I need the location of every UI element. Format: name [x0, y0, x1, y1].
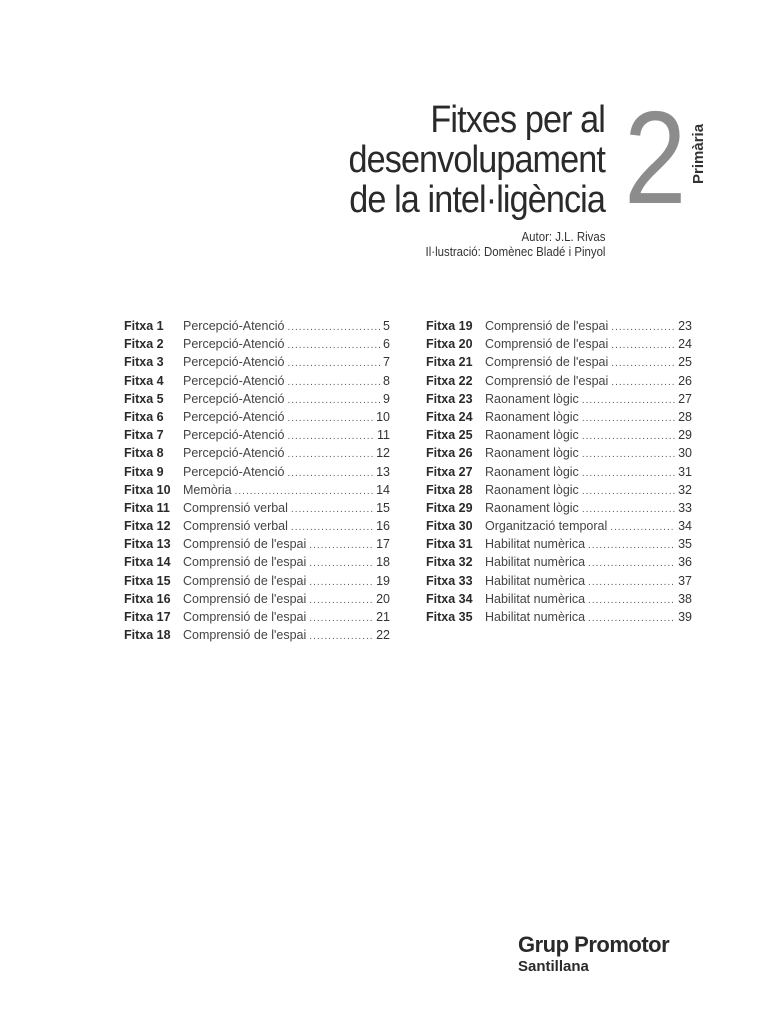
- toc-leader-dots: [309, 540, 373, 551]
- toc-entry-title-wrap: [183, 555, 373, 569]
- toc-leader-dots: [291, 522, 373, 533]
- toc-row: [426, 337, 692, 355]
- toc-entry-title-wrap: [183, 574, 373, 588]
- toc-entry-title-wrap: [183, 465, 373, 479]
- toc-row: [426, 483, 692, 501]
- toc-entry-number: Fitxa 25: [426, 428, 473, 443]
- toc-entry-number: Fitxa 15: [124, 573, 171, 588]
- toc-row: [124, 319, 390, 337]
- toc-row: [124, 610, 390, 628]
- toc-entry-title: Raonament lògic: [485, 428, 579, 443]
- toc-entry-title-wrap: [485, 483, 675, 497]
- publisher-sub: Santillana: [518, 958, 589, 975]
- toc-row: [124, 355, 390, 373]
- toc-entry-title-wrap: [183, 392, 380, 406]
- toc-entry-title: Raonament lògic: [485, 482, 579, 497]
- toc-leader-dots: [588, 577, 675, 588]
- toc-entry-number: Fitxa 1: [124, 319, 164, 333]
- toc-leader-dots: [309, 631, 373, 642]
- title-line-1: Fitxes per al: [430, 99, 605, 141]
- toc-entry-page: 19: [376, 573, 390, 588]
- toc-entry-page: 27: [678, 391, 692, 406]
- toc-entry-page: 5: [383, 319, 390, 333]
- toc-entry-title: Comprensió de l'espai: [183, 591, 307, 606]
- toc-row: [124, 628, 390, 646]
- toc-entry-title-wrap: [485, 319, 675, 333]
- toc-row: [124, 392, 390, 410]
- toc-leader-dots: [611, 322, 675, 333]
- toc-leader-dots: [582, 395, 675, 406]
- toc-row: [426, 574, 692, 592]
- toc-entry-title-wrap: [485, 337, 675, 351]
- toc-row: [426, 319, 692, 337]
- toc-leader-dots: [287, 468, 373, 479]
- toc-entry-title-wrap: [485, 592, 675, 606]
- toc-entry-title-wrap: [183, 319, 380, 333]
- toc-entry-number: Fitxa 17: [124, 610, 171, 624]
- toc-entry-page: 12: [376, 446, 390, 461]
- toc-entry-title-wrap: [485, 555, 675, 569]
- author-credit: Autor: J.L. Rivas: [521, 229, 605, 244]
- toc-entry-title: Percepció-Atenció: [183, 355, 285, 370]
- toc-row: [124, 574, 390, 592]
- toc-entry-number: Fitxa 9: [124, 464, 164, 479]
- toc-leader-dots: [287, 395, 380, 406]
- toc-entry-number: Fitxa 6: [124, 409, 164, 424]
- toc-entry-title: Raonament lògic: [485, 464, 579, 479]
- toc-entry-title-wrap: [183, 592, 373, 606]
- toc-entry-title: Comprensió de l'espai: [183, 610, 307, 624]
- toc-row: [426, 537, 692, 555]
- toc-row: [124, 537, 390, 555]
- toc-row: [124, 501, 390, 519]
- toc-entry-number: Fitxa 26: [426, 446, 473, 461]
- toc-entry-title-wrap: [485, 355, 675, 369]
- toc-entry-title: Comprensió de l'espai: [183, 628, 307, 643]
- toc-row: [426, 465, 692, 483]
- toc-entry-title: Comprensió de l'espai: [183, 555, 307, 570]
- toc-leader-dots: [582, 468, 675, 479]
- grade-number: 2: [624, 84, 687, 231]
- toc-entry-title-wrap: [183, 410, 373, 424]
- toc-entry-title-wrap: [485, 610, 675, 624]
- toc-leader-dots: [235, 486, 373, 497]
- toc-column-left: [124, 319, 390, 646]
- toc-entry-page: 11: [377, 428, 390, 443]
- toc-entry-page: 15: [376, 500, 390, 515]
- toc-entry-title-wrap: [485, 428, 675, 442]
- toc-entry-title: Percepció-Atenció: [183, 464, 285, 479]
- toc-entry-title: Comprensió de l'espai: [485, 337, 609, 352]
- toc-row: [426, 374, 692, 392]
- toc-entry-title: Comprensió de l'espai: [485, 373, 609, 388]
- toc-entry-page: 25: [678, 355, 692, 370]
- toc-entry-page: 18: [376, 555, 390, 570]
- toc-entry-number: Fitxa 5: [124, 391, 164, 406]
- toc-entry-title: Habilitat numèrica: [485, 573, 586, 588]
- toc-leader-dots: [309, 577, 373, 588]
- toc-entry-page: 35: [678, 537, 692, 552]
- toc-entry-page: 36: [678, 555, 692, 570]
- toc-leader-dots: [291, 504, 373, 515]
- toc-entry-title: Organització temporal: [485, 519, 608, 534]
- toc-entry-title: Comprensió verbal: [183, 500, 288, 515]
- toc-entry-title-wrap: [485, 374, 675, 388]
- toc-entry-number: Fitxa 7: [124, 428, 164, 443]
- toc-leader-dots: [611, 358, 675, 369]
- toc-entry-title: Habilitat numèrica: [485, 610, 586, 624]
- toc-entry-page: 32: [678, 482, 692, 497]
- toc-entry-number: Fitxa 32: [426, 555, 473, 570]
- toc-entry-number: Fitxa 12: [124, 519, 171, 534]
- toc-entry-title: Percepció-Atenció: [183, 428, 285, 443]
- toc-entry-page: 21: [376, 610, 390, 624]
- toc-leader-dots: [582, 504, 675, 515]
- credits: [425, 229, 605, 259]
- toc-row: [124, 428, 390, 446]
- toc-entry-page: 37: [678, 573, 692, 588]
- toc-leader-dots: [588, 540, 675, 551]
- toc-entry-number: Fitxa 14: [124, 555, 171, 570]
- toc-entry-title-wrap: [485, 519, 675, 533]
- toc-entry-title: Comprensió de l'espai: [485, 355, 609, 370]
- toc-entry-number: Fitxa 27: [426, 464, 473, 479]
- toc-row: [426, 555, 692, 573]
- toc-entry-page: 22: [376, 628, 390, 643]
- toc-entry-title-wrap: [183, 610, 373, 624]
- toc-entry-title: Percepció-Atenció: [183, 319, 285, 333]
- publisher-name: Grup Promotor: [518, 932, 670, 957]
- toc-entry-number: Fitxa 3: [124, 355, 164, 370]
- toc-entry-title: Habilitat numèrica: [485, 591, 586, 606]
- toc-entry-number: Fitxa 8: [124, 446, 164, 461]
- toc-entry-title: Comprensió de l'espai: [183, 573, 307, 588]
- toc-row: [124, 410, 390, 428]
- toc-row: [426, 428, 692, 446]
- toc-leader-dots: [582, 431, 675, 442]
- toc-leader-dots: [287, 431, 374, 442]
- toc-entry-title: Raonament lògic: [485, 500, 579, 515]
- toc-leader-dots: [582, 413, 675, 424]
- toc-leader-dots: [287, 340, 380, 351]
- toc-row: [124, 446, 390, 464]
- toc-entry-title: Memòria: [183, 482, 232, 497]
- toc-entry-title: Percepció-Atenció: [183, 409, 285, 424]
- toc-leader-dots: [582, 486, 675, 497]
- toc-entry-page: 38: [678, 591, 692, 606]
- toc-row: [124, 592, 390, 610]
- toc-leader-dots: [588, 613, 675, 624]
- toc-row: [426, 501, 692, 519]
- toc-entry-page: 9: [383, 391, 390, 406]
- toc-entry-title: Percepció-Atenció: [183, 337, 285, 352]
- toc-entry-page: 20: [376, 591, 390, 606]
- publisher-logo: [518, 932, 669, 976]
- toc-entry-title-wrap: [183, 446, 373, 460]
- toc-entry-title-wrap: [183, 428, 374, 442]
- toc-entry-title-wrap: [485, 574, 675, 588]
- grade-label: Primària: [690, 123, 707, 184]
- toc-entry-title: Raonament lògic: [485, 409, 579, 424]
- toc-entry-number: Fitxa 10: [124, 482, 171, 497]
- toc-entry-page: 16: [376, 519, 390, 534]
- toc-entry-number: Fitxa 4: [124, 373, 164, 388]
- toc-row: [426, 446, 692, 464]
- toc-entry-title-wrap: [183, 337, 380, 351]
- toc-entry-title-wrap: [183, 483, 373, 497]
- toc-entry-page: 33: [678, 500, 692, 515]
- toc-entry-number: Fitxa 2: [124, 337, 164, 352]
- toc-entry-number: Fitxa 11: [124, 500, 170, 515]
- toc-entry-title-wrap: [183, 355, 380, 369]
- toc-entry-page: 7: [383, 355, 390, 370]
- toc-column-right: [426, 319, 692, 628]
- page-title: [349, 100, 606, 220]
- toc-entry-title-wrap: [183, 501, 373, 515]
- toc-entry-page: 13: [376, 464, 390, 479]
- toc-entry-page: 6: [383, 337, 390, 352]
- toc-row: [426, 355, 692, 373]
- toc-entry-title: Raonament lògic: [485, 391, 579, 406]
- toc-entry-title-wrap: [485, 465, 675, 479]
- toc-entry-title-wrap: [183, 374, 380, 388]
- toc-entry-title: Percepció-Atenció: [183, 446, 285, 461]
- toc-entry-title-wrap: [485, 501, 675, 515]
- title-line-3: de la intel·ligència: [349, 179, 605, 221]
- toc-entry-number: Fitxa 13: [124, 537, 171, 552]
- toc-entry-page: 8: [383, 373, 390, 388]
- toc-leader-dots: [611, 340, 675, 351]
- toc-entry-number: Fitxa 23: [426, 391, 473, 406]
- toc-leader-dots: [287, 322, 380, 333]
- toc-entry-number: Fitxa 16: [124, 591, 171, 606]
- toc-entry-page: 39: [678, 610, 692, 624]
- toc-leader-dots: [588, 595, 675, 606]
- toc-entry-title: Habilitat numèrica: [485, 537, 586, 552]
- toc-entry-page: 10: [376, 409, 390, 424]
- title-line-2: desenvolupament: [348, 139, 605, 181]
- toc-leader-dots: [611, 377, 675, 388]
- toc-entry-number: Fitxa 20: [426, 337, 473, 352]
- toc-entry-page: 23: [678, 319, 692, 333]
- toc-leader-dots: [287, 377, 380, 388]
- toc-entry-title-wrap: [183, 537, 373, 551]
- toc-row: [426, 410, 692, 428]
- toc-entry-number: Fitxa 28: [426, 482, 473, 497]
- toc-entry-title: Percepció-Atenció: [183, 373, 285, 388]
- toc-entry-number: Fitxa 24: [426, 409, 473, 424]
- toc-entry-title-wrap: [183, 628, 373, 642]
- toc-entry-page: 14: [376, 482, 390, 497]
- toc-row: [124, 374, 390, 392]
- toc-row: [124, 337, 390, 355]
- toc-entry-title: Habilitat numèrica: [485, 555, 586, 570]
- toc-row: [426, 592, 692, 610]
- toc-entry-page: 24: [678, 337, 692, 352]
- toc-row: [426, 392, 692, 410]
- toc-entry-page: 29: [678, 428, 692, 443]
- toc-entry-number: Fitxa 33: [426, 573, 473, 588]
- toc-leader-dots: [309, 613, 373, 624]
- toc-entry-page: 28: [678, 409, 692, 424]
- toc-entry-title-wrap: [183, 519, 373, 533]
- toc-entry-page: 26: [678, 373, 692, 388]
- toc-entry-title-wrap: [485, 537, 675, 551]
- toc-row: [124, 483, 390, 501]
- toc-row: [124, 519, 390, 537]
- toc-leader-dots: [610, 522, 675, 533]
- toc-row: [426, 519, 692, 537]
- toc-row: [124, 555, 390, 573]
- toc-entry-title-wrap: [485, 410, 675, 424]
- toc-entry-number: Fitxa 18: [124, 628, 171, 643]
- toc-entry-page: 30: [678, 446, 692, 461]
- toc-entry-title: Comprensió verbal: [183, 519, 288, 534]
- toc-leader-dots: [588, 558, 675, 569]
- toc-entry-page: 17: [376, 537, 390, 552]
- toc-entry-title: Percepció-Atenció: [183, 391, 285, 406]
- toc-entry-title-wrap: [485, 446, 675, 460]
- toc-entry-title-wrap: [485, 392, 675, 406]
- toc-entry-title: Comprensió de l'espai: [183, 537, 307, 552]
- toc-entry-number: Fitxa 35: [426, 610, 473, 624]
- toc-row: [426, 610, 692, 628]
- toc-entry-title: Raonament lògic: [485, 446, 579, 461]
- toc-leader-dots: [287, 358, 380, 369]
- toc-leader-dots: [309, 595, 373, 606]
- toc-entry-page: 31: [678, 464, 692, 479]
- toc-entry-number: Fitxa 34: [426, 591, 473, 606]
- toc-leader-dots: [287, 413, 373, 424]
- toc-leader-dots: [582, 449, 675, 460]
- toc-entry-page: 34: [678, 519, 692, 534]
- toc-entry-number: Fitxa 21: [426, 355, 473, 370]
- toc-entry-number: Fitxa 31: [426, 537, 473, 552]
- illustration-credit: Il·lustració: Domènec Bladé i Pinyol: [425, 244, 605, 259]
- toc-entry-number: Fitxa 19: [426, 319, 473, 333]
- toc-entry-number: Fitxa 22: [426, 373, 473, 388]
- toc-leader-dots: [309, 558, 373, 569]
- toc-entry-title: Comprensió de l'espai: [485, 319, 609, 333]
- toc-entry-number: Fitxa 30: [426, 519, 473, 534]
- toc-entry-number: Fitxa 29: [426, 500, 473, 515]
- toc-row: [124, 465, 390, 483]
- toc-leader-dots: [287, 449, 373, 460]
